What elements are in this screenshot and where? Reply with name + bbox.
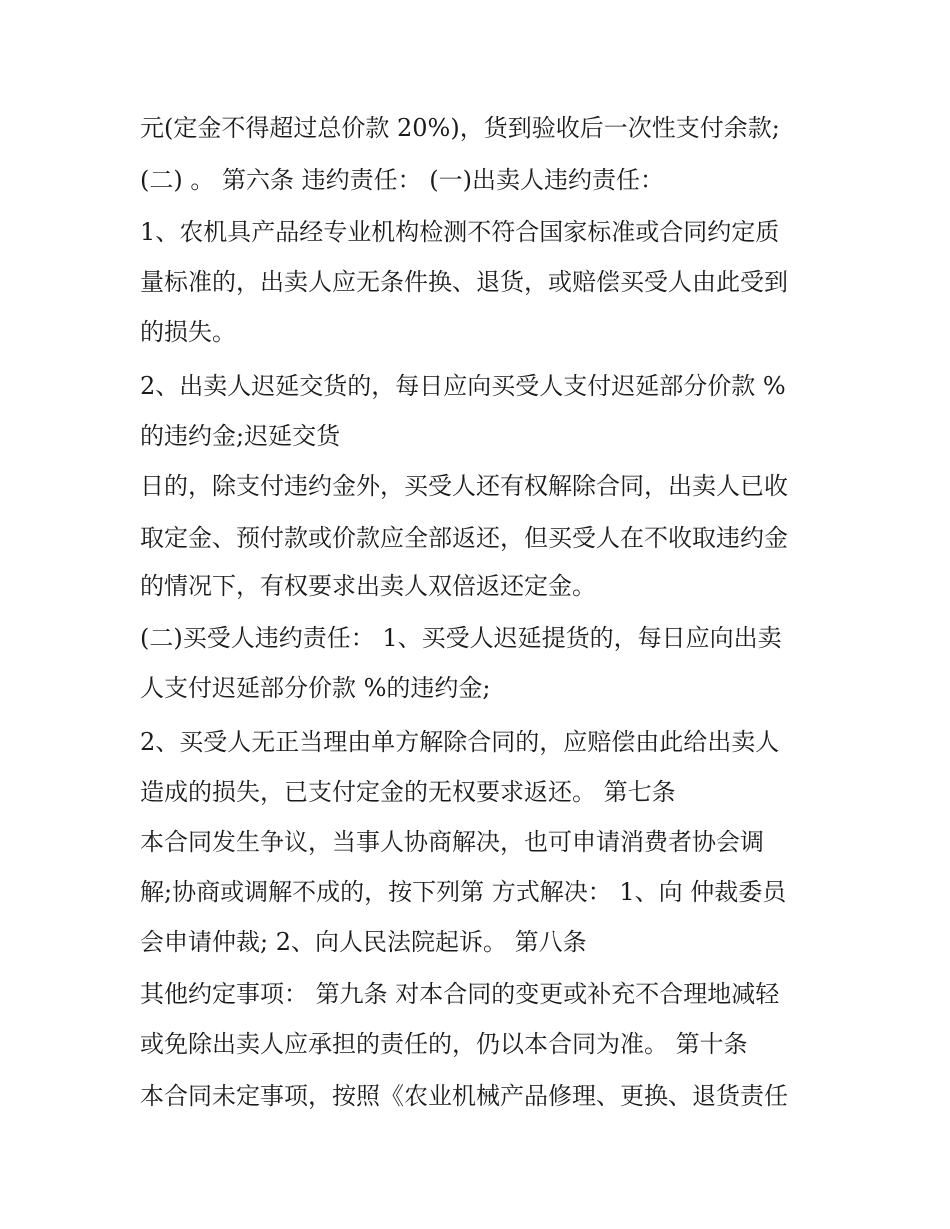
text-line: 的情况下，有权要求出卖人双倍返还定金。: [140, 572, 596, 600]
text-line: 量标准的，出卖人应无条件换、退货，或赔偿买受人由此受到: [140, 268, 788, 296]
text-line: 2、出卖人迟延交货的，每日应向买受人支付迟延部分价款 %: [140, 372, 786, 400]
text-line: 元(定金不得超过总价款 20%)，货到验收后一次性支付余款;: [140, 114, 780, 142]
text-line: 会申请仲裁; 2、向人民法院起诉。 第八条: [140, 928, 587, 956]
text-line: (二) 。 第六条 违约责任： (一)出卖人违约责任：: [140, 166, 664, 194]
text-line: 的损失。: [140, 318, 236, 346]
text-line: 的违约金;迟延交货: [140, 422, 341, 450]
text-line: 1、农机具产品经专业机构检测不符合国家标准或合同约定质: [140, 218, 780, 246]
text-line: 日的，除支付违约金外，买受人还有权解除合同，出卖人已收: [140, 472, 788, 500]
text-line: 造成的损失，已支付定金的无权要求返还。 第七条: [140, 778, 676, 806]
text-line: 解;协商或调解不成的，按下列第 方式解决： 1、向 仲裁委员: [140, 878, 787, 906]
text-line: 2、买受人无正当理由单方解除合同的，应赔偿由此给出卖人: [140, 728, 780, 756]
text-line: 人支付迟延部分价款 %的违约金;: [140, 674, 491, 702]
text-line: 其他约定事项： 第九条 对本合同的变更或补充不合理地减轻: [140, 980, 780, 1008]
text-line: (二)买受人违约责任： 1、买受人迟延提货的，每日应向出卖: [140, 624, 782, 652]
text-line: 本合同发生争议，当事人协商解决，也可申请消费者协会调: [140, 828, 764, 856]
text-line: 取定金、预付款或价款应全部返还，但买受人在不收取违约金: [140, 524, 788, 552]
text-line: 或免除出卖人应承担的责任的，仍以本合同为准。 第十条: [140, 1030, 748, 1058]
text-line: 本合同未定事项，按照《农业机械产品修理、更换、退货责任: [140, 1082, 788, 1110]
